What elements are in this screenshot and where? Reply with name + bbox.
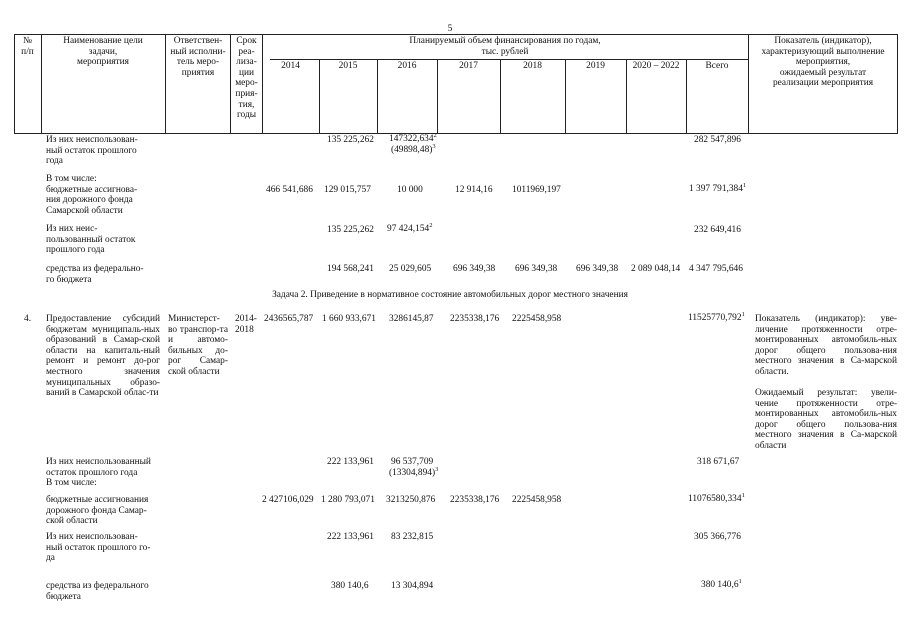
- cell-total: 282 547,896: [694, 135, 741, 145]
- item-name: Предоставление субсидий бюджетам муниципаль-ных образований в Самар-ской области на капиталь-ный ремонт и ремонт до-рог местного значения муниципальных образо-ваний в Самарской облас-ти: [46, 314, 160, 399]
- header-year-2017: 2017: [459, 61, 478, 71]
- task-title: Задача 2. Приведение в нормативное состояние автомобильных дорог местного значения: [272, 290, 628, 300]
- cell-2018: 696 349,38: [515, 264, 558, 274]
- cell-total: 11076580,334$^1$: [688, 492, 745, 504]
- row-name: В том числе: бюджетные ассигнова- ния дорожного фонда Самарской области: [46, 174, 138, 216]
- cell-2015: 1 280 793,071: [321, 495, 375, 505]
- cell-2014: 2436565,787: [264, 314, 314, 324]
- cell-2019: 696 349,38: [576, 264, 619, 274]
- header-funding: Планируемый объем финансирования по годам, тыс. рублей: [409, 36, 601, 57]
- row-name: средства из федерально- го бюджета: [46, 264, 144, 285]
- cell-2015: 135 225,262: [327, 135, 374, 145]
- cell-2015: 222 133,961: [327, 457, 374, 467]
- header-year-2018: 2018: [523, 61, 542, 71]
- header-num: № п/п: [21, 36, 34, 57]
- header-bottom-border: [14, 133, 898, 134]
- header-year-2015: 2015: [338, 61, 358, 71]
- header-year-2020-2022: 2020 – 2022: [632, 61, 680, 71]
- cell-2015: 1 660 933,671: [322, 314, 376, 324]
- cell-2016: 13 304,894: [391, 581, 434, 591]
- cell-total: 11525770,792$^1$: [688, 311, 745, 323]
- row-name: Из них неиспользован- ный остаток прошлого го- да: [46, 532, 151, 564]
- cell-2018: 2225458,958: [512, 314, 562, 324]
- table-top-border: [14, 34, 898, 35]
- item-expected-result: Ожидаемый результат: увели-чение протяженности отре-монтированных автомобиль-ных дорог общего пользова-ния местного значения в Са-марской области: [755, 388, 897, 451]
- cell-2015: 222 133,961: [327, 532, 374, 542]
- cell-2016: 96 537,709: [391, 457, 434, 467]
- header-name: Наименование цели задачи, мероприятия: [63, 36, 143, 68]
- header-indicator: Показатель (индикатор), характеризующий выполнение мероприятия, ожидаемый результат реализации мероприятия: [761, 36, 885, 89]
- row-name: Из них неиспользован- ный остаток прошлого года: [46, 135, 138, 167]
- header-year-2014: 2014: [281, 61, 300, 71]
- item-term: 2014- 2018: [235, 314, 257, 335]
- cell-2015: 129 015,757: [324, 185, 371, 195]
- cell-2016-extra: $(49898,48)^3$: [391, 143, 436, 155]
- header-term: Срок реа- лиза- ции меро- прия- тия, годы: [235, 36, 258, 121]
- cell-2018: 1011969,197: [512, 185, 561, 195]
- header-total: Всего: [705, 61, 729, 71]
- item-executor: Министерст-во транспор-та и автомо-бильных до-рог Самар-ской области: [168, 314, 228, 377]
- page-number: 5: [447, 24, 453, 34]
- header-executor: Ответствен- ный исполни- тель меро- приятия: [170, 36, 226, 78]
- cell-2015: 380 140,6: [331, 581, 369, 591]
- row-name: средства из федерального бюджета: [46, 581, 149, 602]
- cell-2016: 10 000: [397, 185, 423, 195]
- row-name: бюджетные ассигнования дорожного фонда Самар- ской области: [46, 495, 149, 527]
- cell-2015: 194 568,241: [327, 264, 374, 274]
- cell-2018: 2225458,958: [512, 495, 562, 505]
- cell-2016: 97 424,154$^2$: [387, 222, 433, 234]
- cell-total: 232 649,416: [694, 225, 741, 235]
- cell-2016-extra: $(13304,894)^3$: [389, 466, 439, 478]
- cell-total: 318 671,67: [697, 457, 740, 467]
- cell-2016: 3213250,876: [386, 495, 436, 505]
- cell-2017: 12 914,16: [455, 185, 493, 195]
- row-name: Из них неиспользованный остаток прошлого года В том числе:: [46, 457, 151, 489]
- cell-2015: 135 225,262: [327, 225, 374, 235]
- header-year-2016: 2016: [397, 61, 417, 71]
- cell-2017: 2235338,176: [450, 314, 500, 324]
- item-number: 4.: [24, 314, 32, 324]
- cell-total: 1 397 791,384$^1$: [689, 182, 747, 194]
- cell-2014: 2 427106,029: [262, 495, 314, 505]
- years-row-divider: [270, 59, 748, 60]
- cell-2016: 83 232,815: [391, 532, 434, 542]
- cell-total: 380 140,6$^1$: [701, 578, 742, 590]
- cell-2014: 466 541,686: [266, 185, 313, 195]
- cell-total: 305 366,776: [694, 532, 741, 542]
- cell-2017: 2235338,176: [450, 495, 500, 505]
- row-name: Из них неис- пользованный остаток прошлого года: [46, 224, 136, 256]
- header-year-2019: 2019: [586, 61, 605, 71]
- cell-2016: 147322,634$^2$: [389, 132, 437, 144]
- cell-2016: 3286145,87: [389, 314, 434, 324]
- item-indicator: Показатель (индикатор): уве-личение протяженности отре-монтированных автомобиль-ных дорог общего пользова-ния местного значения в Са-марской области.: [755, 314, 897, 377]
- cell-2020-2022: 2 089 048,14: [631, 264, 681, 274]
- cell-2016: 25 029,605: [389, 264, 432, 274]
- cell-total: 4 347 795,646: [689, 264, 743, 274]
- cell-2017: 696 349,38: [453, 264, 496, 274]
